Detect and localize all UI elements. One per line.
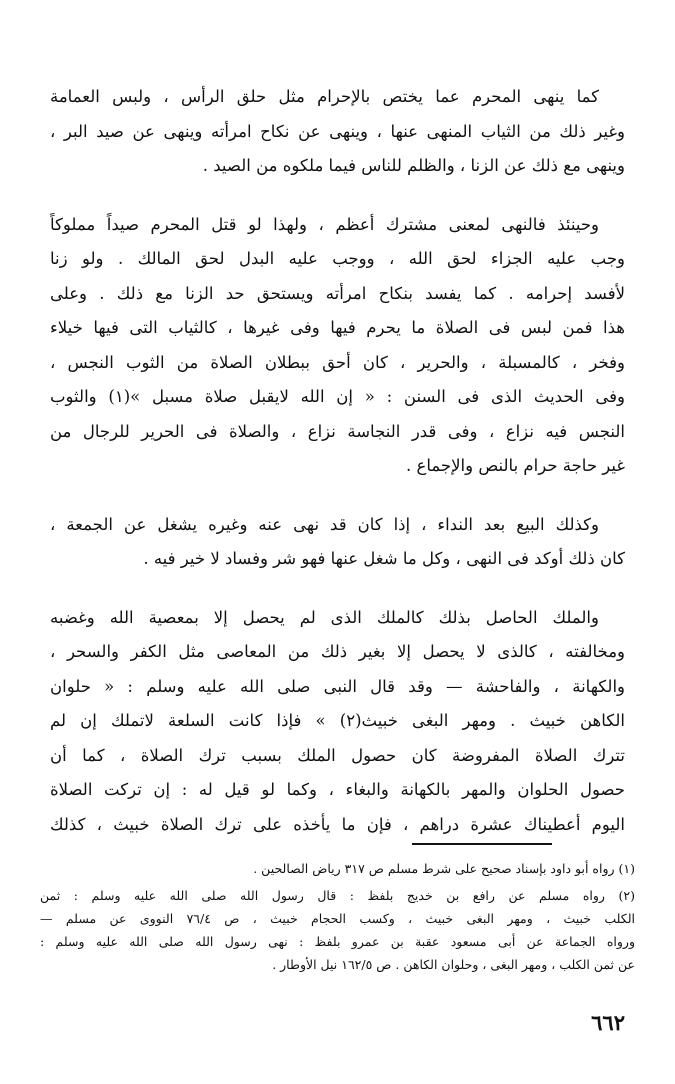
text-line: ومخالفته ، كالذى لا يحصل إلا بغير ذلك من المعاصى مثل الكفر والسحر ، (50, 642, 625, 661)
text-line: حصول الحلوان والمهر بالكهانة والبغاء ، وكما لو قيل له : إن تركت الصلاة (50, 780, 625, 799)
footnote-line: ورواه الجماعة عن أبى مسعود عقبة بن عمرو بلفظ : نهى رسول الله صلى الله عليه وسلم : (40, 934, 635, 949)
text-line: وينهى مع ذلك عن الزنا ، والظلم للناس فيما ملكوه من الصيد . (202, 156, 625, 175)
text-line: وفى الحديث الذى فى السنن : « إن الله لايقبل صلاة مسبل »(١) والثوب (50, 387, 625, 406)
footnote-divider (412, 843, 552, 845)
paragraph (50, 508, 625, 577)
text-line: وجب عليه الجزاء لحق الله ، ووجب عليه البدل لحق المالك . ولو زنا (50, 249, 625, 268)
text-line: تترك الصلاة المفروضة كان حصول الملك بسبب ترك الصلاة ، كما أن (50, 745, 625, 765)
footnote-line: الكلب خبيث ، ومهر البغى خبيث ، وكسب الحجام خبيث ، ص ٧٦/٤ النووى عن مسلم — (40, 911, 635, 926)
main-text (50, 80, 625, 866)
page-number: ٦٦٢ (591, 1010, 625, 1035)
footnotes (40, 857, 635, 980)
footnote-line: (٢) رواه مسلم عن رافع بن خديج بلفظ : قال رسول الله صلى الله عليه وسلم : ثمن (40, 888, 635, 903)
text-line: وفخر ، كالمسبلة ، والحرير ، كان أحق ببطلان الصلاة من الثوب النجس ، (50, 352, 625, 372)
text-line: هذا فمن لبس فى الصلاة ما يحرم فيها وفى غيرها ، كالثياب التى فيها خيلاء (50, 318, 625, 337)
text-line: والملك الحاصل بذلك كالملك الذى لم يحصل إلا بمعصية الله وغضبه (50, 607, 599, 627)
text-line: وكذلك البيع بعد النداء ، إذا كان قد نهى عنه وغيره يشغل عن الجمعة ، (50, 514, 599, 534)
paragraph (50, 601, 625, 843)
footnote (40, 884, 635, 976)
paragraph (50, 80, 625, 184)
text-line: كان ذلك أوكد فى النهى ، وكل ما شغل عنها فهو شر وفساد لا خير فيه . (143, 549, 625, 568)
text-line: وحينئذ فالنهى لمعنى مشترك أعظم ، ولهذا لو قتل المحرم صيداً مملوكاً (50, 214, 599, 234)
text-line: لأفسد إحرامه . كما يفسد بنكاح امرأته ويستحق حد الزنا مع ذلك . وعلى (50, 283, 625, 303)
text-line: اليوم أعطيناك عشرة دراهم ، فإن ما يأخذه على ترك الصلاة خبيث ، كذلك (50, 814, 625, 834)
text-line: الكاهن خبيث . ومهر البغى خبيث(٢) » فإذا كانت السلعة لاتملك إن لم (50, 711, 625, 730)
text-line: والكهانة ، والفاحشة — وقد قال النبى صلى الله عليه وسلم : « حلوان (50, 676, 625, 696)
footnote-line: (١) رواه أبو داود بإسناد صحيح على شرط مسلم ص ٣١٧ رياض الصالحين . (253, 861, 635, 876)
paragraph (50, 208, 625, 484)
text-line: النجس فيه نزاع ، وفى قدر النجاسة نزاع ، والصلاة فى الحرير للرجال من (50, 421, 625, 441)
footnote-line: عن ثمن الكلب ، ومهر البغى ، وحلوان الكاهن . ص ١٦٢/٥ نيل الأوطار . (272, 957, 635, 972)
text-line: غير حاجة حرام بالنص والإجماع . (406, 456, 625, 475)
text-line: كما ينهى المحرم عما يختص بالإحرام مثل حلق الرأس ، ولبس العمامة (50, 87, 599, 106)
footnote (40, 857, 635, 880)
text-line: وغير ذلك من الثياب المنهى عنها ، وينهى عن نكاح امرأته وينهى عن صيد البر ، (50, 121, 625, 141)
